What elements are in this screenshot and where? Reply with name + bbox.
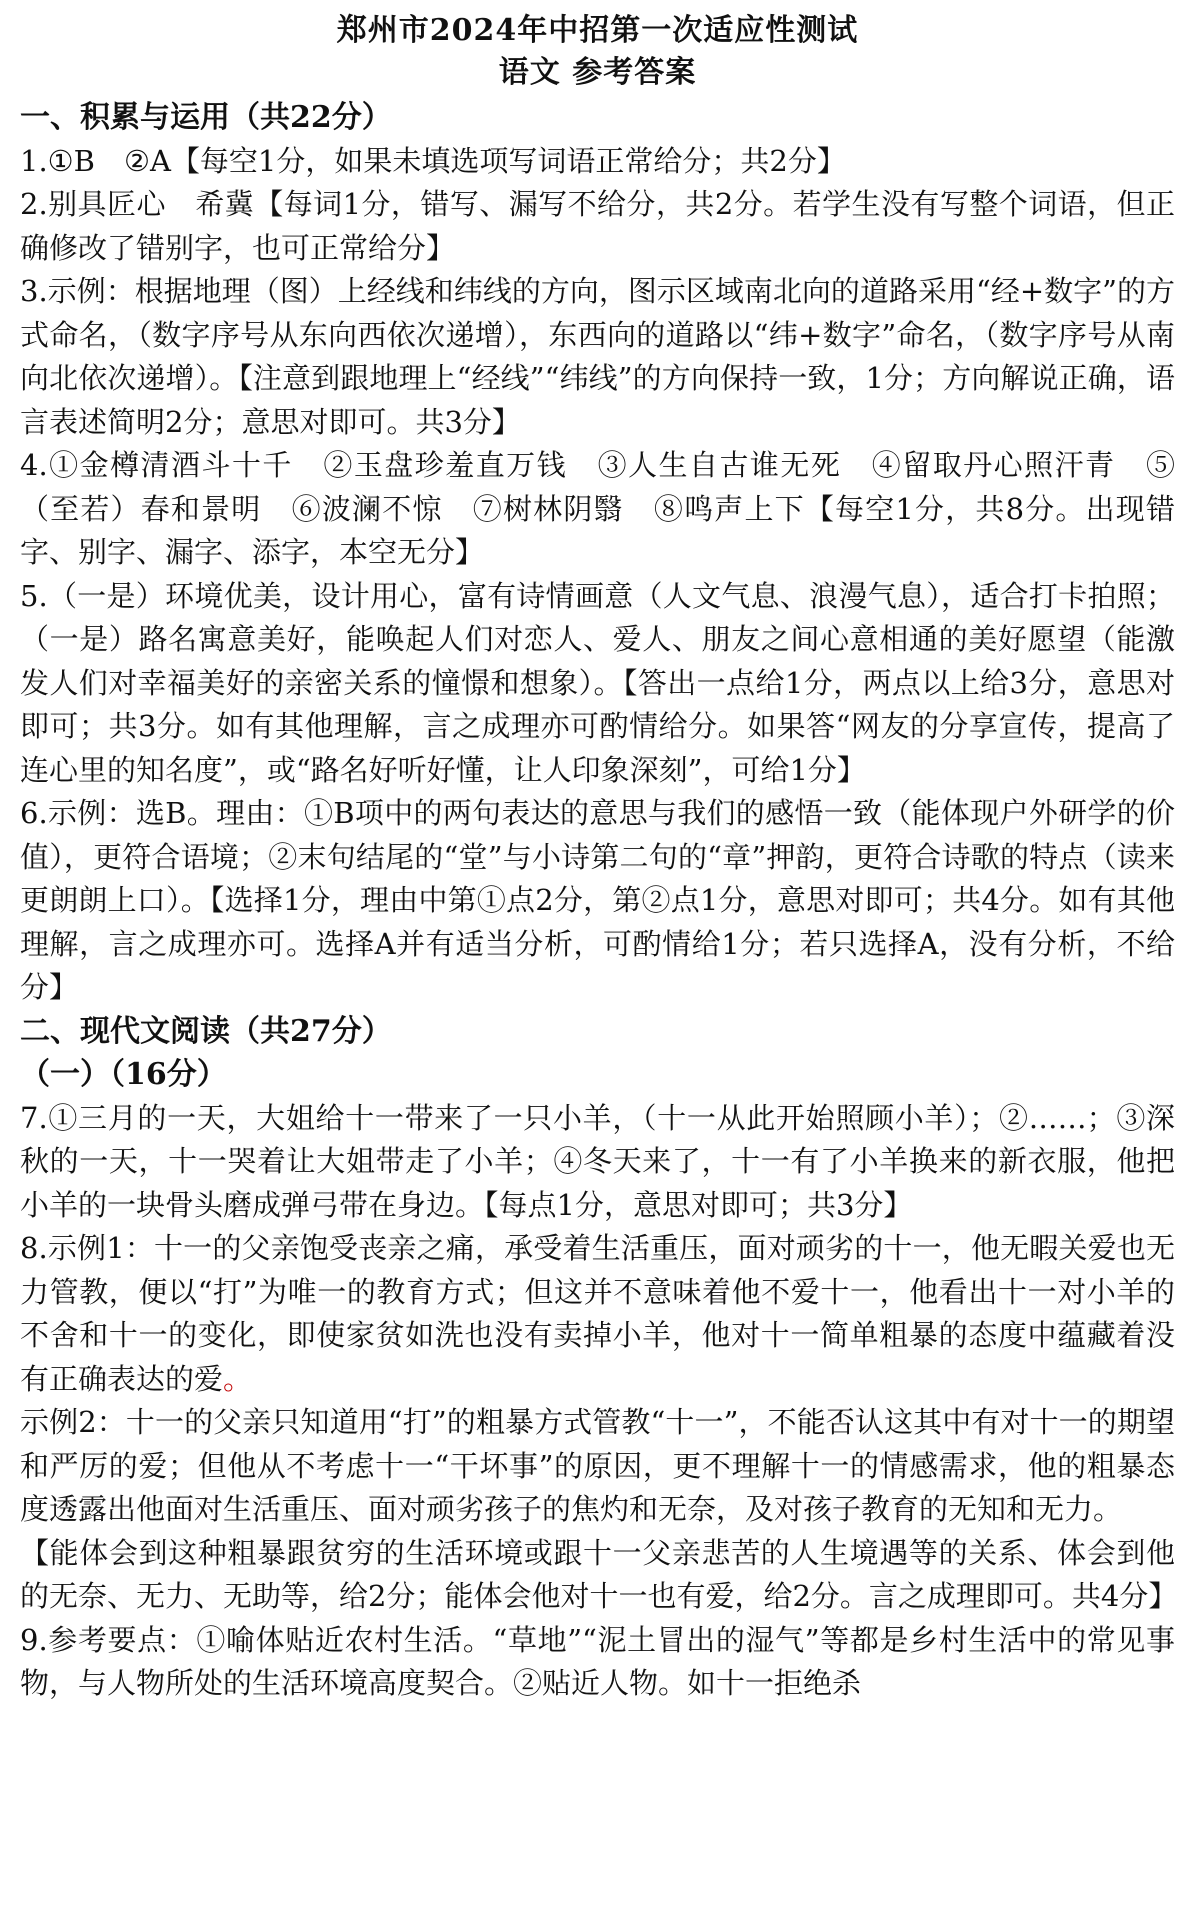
answer-q4: 4.①金樽清酒斗十千 ②玉盘珍羞直万钱 ③人生自古谁无死 ④留取丹心照汗青 ⑤（至若）春和景明 ⑥波澜不惊 ⑦树林阴翳 ⑧鸣声上下【每空1分，共8分。出现错字、别字、漏字、添字，本空无分】 [20, 448, 1175, 569]
answer-q9: 9.参考要点：①喻体贴近农村生活。“草地”“泥土冒出的湿气”等都是乡村生活中的常见事物，与人物所处的生活环境高度契合。②贴近人物。如十一拒绝杀 [20, 1622, 1175, 1700]
answer-q8-example2: 示例2：十一的父亲只知道用“打”的粗暴方式管教“十一”，不能否认这其中有对十一的期望和严厉的爱；但他从不考虑十一“干坏事”的原因，更不理解十一的情感需求，他的粗暴态度透露出他面对生活重压、面对顽劣孩子的焦灼和无奈，及对孩子教育的无知和无力。 [20, 1405, 1175, 1526]
answer-q5: 5.（一是）环境优美，设计用心，富有诗情画意（人文气息、浪漫气息），适合打卡拍照；（一是）路名寓意美好，能唤起人们对恋人、爱人、朋友之间心意相通的美好愿望（能激发人们对幸福美好的亲密关系的憧憬和想象）。【答出一点给1分，两点以上给3分，意思对即可；共3分。如有其他理解，言之成理亦可酌情给分。如果答“网友的分享宣传，提高了连心里的知名度”，或“路名好听好懂，让人印象深刻”，可给1分】 [20, 578, 1175, 787]
answer-q8-period: 。 [223, 1361, 253, 1396]
subsection-heading: （一）（16分） [20, 1057, 227, 1092]
answer-q6: 6.示例：选B。理由：①B项中的两句表达的意思与我们的感悟一致（能体现户外研学的价值），更符合语境；②末句结尾的“堂”与小诗第二句的“章”押韵，更符合诗歌的特点（读来更朗朗上口）。【选择1分，理由中第①点2分，第②点1分，意思对即可；共4分。如有其他理解，言之成理亦可。选择A并有适当分析，可酌情给1分；若只选择A，没有分析，不给分】 [20, 796, 1175, 1004]
section-heading: 一、积累与运用（共22分） [20, 100, 392, 135]
document-title: 郑州市2024年中招第一次适应性测试 [336, 13, 859, 48]
answer-q7: 7.①三月的一天，大姐给十一带来了一只小羊，（十一从此开始照顾小羊）；②……；③深秋的一天，十一哭着让大姐带走了小羊；④冬天来了，十一有了小羊换来的新衣服，他把小羊的一块骨头磨成弹弓带在身边。【每点1分，意思对即可；共3分】 [20, 1100, 1175, 1222]
answer-q1: 1.①B ②A【每空1分，如果未填选项写词语正常给分；共2分】 [20, 143, 846, 178]
answer-q3: 3.示例：根据地理（图）上经线和纬线的方向，图示区域南北向的道路采用“经+数字”的方式命名，（数字序号从东向西依次递增），东西向的道路以“纬+数字”命名，（数字序号从南向北依次递增）。【注意到跟地理上“经线”“纬线”的方向保持一致，1分；方向解说正确，语言表述简明2分；意思对即可。共3分】 [20, 274, 1175, 439]
answer-q8-example1 [20, 1227, 1175, 1401]
document-subtitle: 语文 参考答案 [498, 55, 697, 90]
answer-q8-scoring: 【能体会到这种粗暴跟贫穷的生活环境或跟十一父亲悲苦的人生境遇等的关系、体会到他的无奈、无力、无助等，给2分；能体会他对十一也有爱，给2分。言之成理即可。共4分】 [20, 1535, 1178, 1613]
section-accumulation [20, 96, 1175, 1010]
section-heading: 二、现代文阅读（共27分） [20, 1013, 392, 1049]
answer-q2: 2.别具匠心 希冀【每词1分，错写、漏写不给分，共2分。若学生没有写整个词语，但正确修改了错别字，也可正常给分】 [20, 187, 1175, 265]
section-modern-reading [20, 1010, 1178, 1706]
answer-q8-text: 8.示例1：十一的父亲饱受丧亲之痛，承受着生活重压，面对顽劣的十一，他无暇关爱也无力管教，便以“打”为唯一的教育方式；但这并不意味着他不爱十一，他看出十一对小羊的不舍和十一的变化，即使家贫如洗也没有卖掉小羊，他对十一简单粗暴的态度中蕴藏着没有正确表达的爱 [20, 1231, 1175, 1396]
